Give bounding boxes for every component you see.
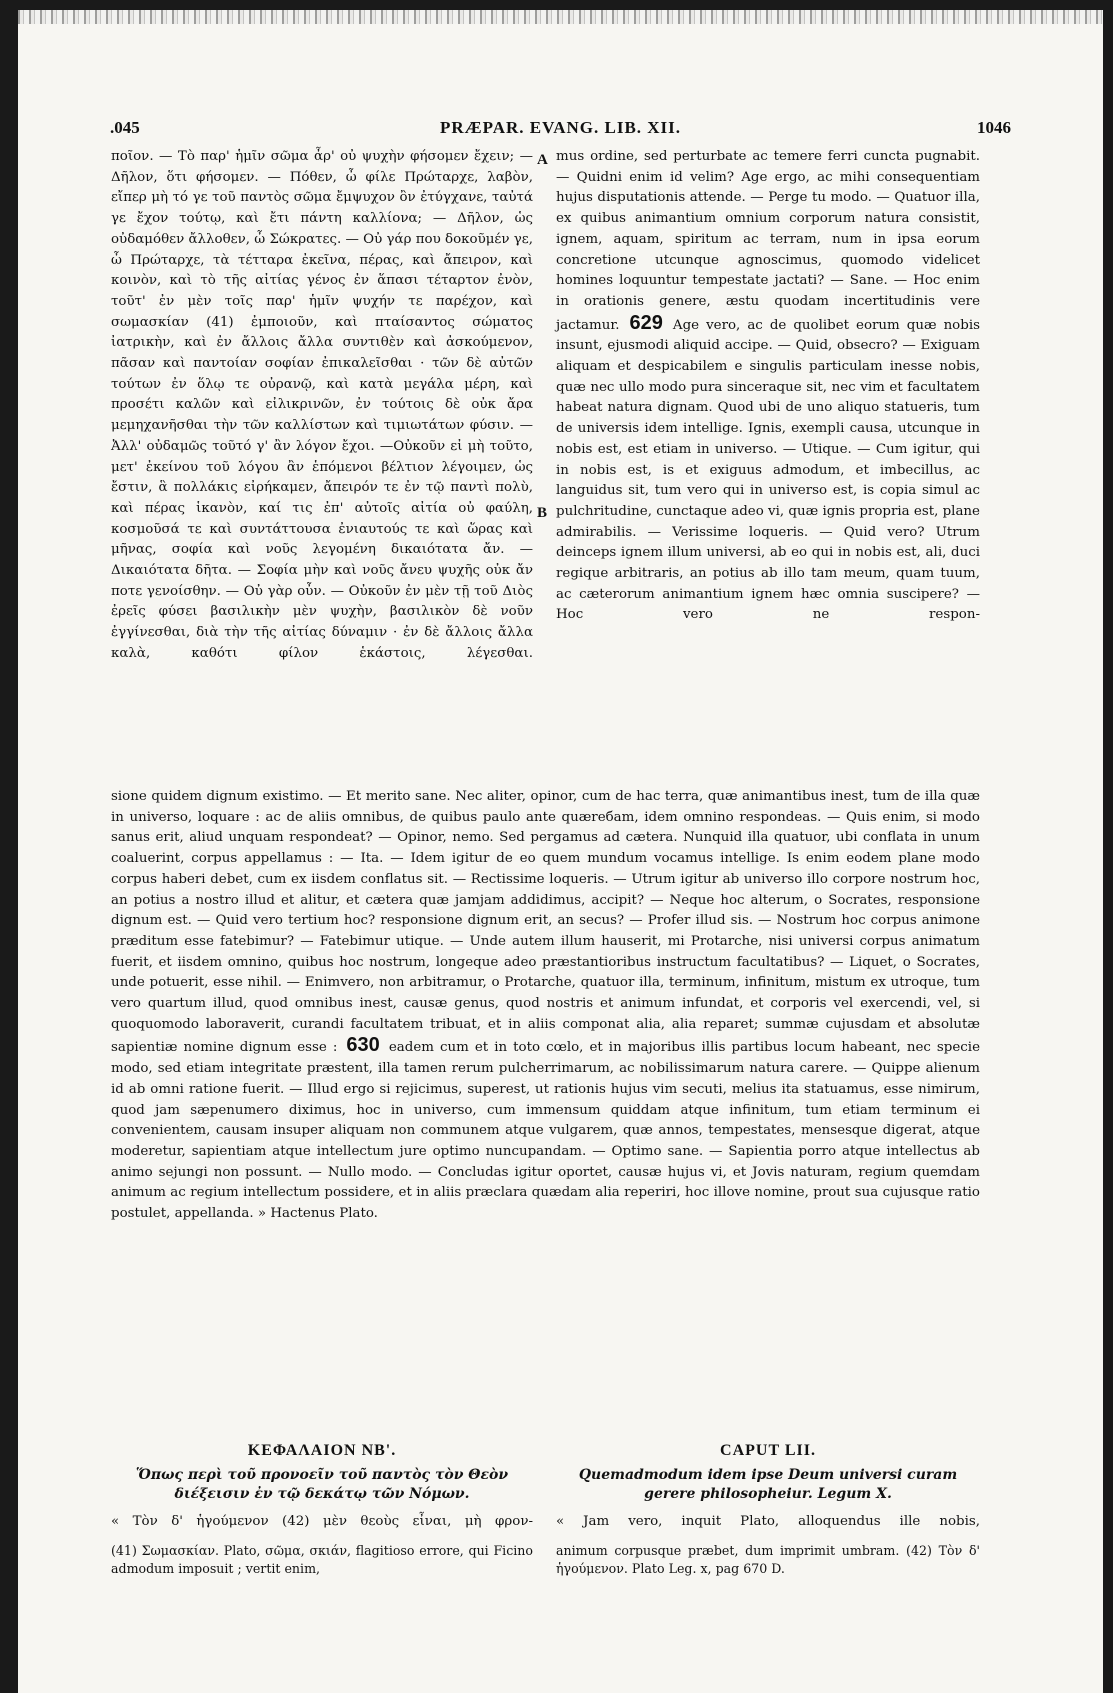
- full-text-part1: sione quidem dignum existimo. — Et merito sane. Nec aliter, opinor, cum de hac terra, quæ animantibus inest, tum de illa quæ in universo, loquare : ac de aliis omnibus, de quibus paulo ante quæreбam, idem omnino respondeas. — Quis enim, si modo sanus erit, aliud unquam respondeat? — Opinor, nemo. Sed pergamus ad cætera. Nunquid illa quatuor, ubi conflata in unum coaluerint, corpus appellamus : — Ita. — Idem igitur de eo quem mundum vocamus intellige. Is enim eodem plane modo corpus haberi debet, cum ex iisdem conflatus sit. — Rectissime loqueris. — Utrum igitur ab universo illo corpore nostrum hoc, an potius a nostro illud et alitur, et cætera quæ jamjam addidimus, accipit? — Neque hoc alterum, o Socrates, responsione dignum est. — Quid vero tertium hoc? responsione dignum erit, an secus? — Profer illud sis. — Nostrum hoc corpus animone præditum esse fatebimur? — Fatebimur utique. — Unde autem illum hauserit, mi Protarche, nisi universi corpus animatum fuerit, et iisdem omnino, quibus hoc nostrum, longeque adeo præstantioribus instructum facultatibus? — Liquet, o Socrates, unde potuerit, esse nihil. — Enimvero, non arbitramur, o Protarche, quatuor illa, terminum, infinitum, mistum ex utroque, tum vero quartum illud, quod omnibus inest, causæ genus, quod nostris et animum infundat, et corporis vel exercendi, vel, si quoquomodo laboraverit, curandi facultatem tribuat, et in aliis componat alia, alia reparet; summæ cujusdam et absolutæ sapientiæ nomine dignum esse :: [111, 789, 980, 1056]
- page-number-629: 629: [629, 311, 663, 334]
- latin-text-part1: mus ordine, sed perturbate ac temere ferri cuncta pugnabit. — Quidni enim id velim? Age ergo, ac mihi consequentiam hujus disputationis attende. — Perge tu modo. — Quatuor illa, ex quibus animantium omnium corporum natura consistit, ignem, aquam, spiritum ac terram, num in ipsa eorum concretione utcunque agnoscimus, quomodo videlicet homines loquuntur tempestate jactati? — Sane. — Hoc enim in orationis genere, æstu quodam incertitudinis vere jactamur.: [556, 149, 980, 333]
- running-header: [110, 118, 1011, 140]
- running-title: PRÆPAR. EVANG. LIB. XII.: [439, 118, 682, 137]
- footnote-42: animum corpusque præbet, dum imprimit umbram. (42) Τὸν δ' ἡγούμενον. Plato Leg. x, pag 670 D.: [556, 1543, 980, 1576]
- latin-chapter-intro: « Jam vero, inquit Plato, alloquendus ille nobis,: [556, 1514, 980, 1529]
- greek-chapter-heading: ΚΕΦΑΛΑΙΟΝ ΝΒ'.: [247, 1442, 397, 1459]
- section-marker-b: B: [537, 505, 548, 521]
- page-number-630: 630: [346, 1034, 380, 1057]
- greek-chapter-subtitle: Ὅπως περὶ τοῦ προνοεῖν τοῦ παντὸς τὸν Θεὸν διέξεισιν ἐν τῷ δεκάτῳ τῶν Νόμων.: [135, 1467, 509, 1502]
- left-page-number: .045: [110, 118, 140, 137]
- scan-edge-noise: [18, 10, 1103, 24]
- latin-text-column: [556, 147, 980, 626]
- full-width-latin-text: [111, 787, 980, 1225]
- full-text-part2: eadem cum et in toto cœlo, et in majoribus illis partibus locum habeant, nec specie modo, sed etiam integritate præstent, illa tamen rerum pulcherrimarum, ac nobilissimarum natura carere. — Quippe alienum id ab omni ratione fuerit. — Illud ergo si rejicimus, superest, ut rationis hujus vim secuti, melius ita statuamus, esse nimirum, quod jam sæpenumero diximus, hoc in universo, cum immensum quiddam atque infinitum, tum etiam terminum ei convenientem, causam insuper aliquam non communem atque vulgarem, quæ annos, tempestates, mensesque digerat, atque moderetur, sapientiam atque intellectum jure optimo nuncupandam. — Optimo sane. — Sapientia porro atque intellectus ab animo sejungi non possunt. — Nullo modo. — Concludas igitur oportet, causæ hujus vi, et Jovis naturam, regium quemdam animum ac regium intellectum possidere, et in aliis præclara quædam alia reperiri, hoc illove nomine, prout sua cujusque ratio postulet, appellanda. » Hactenus Plato.: [111, 1040, 980, 1222]
- greek-text-column: [111, 147, 533, 665]
- greek-paragraph: ποῖον. — Τὸ παρ' ἡμῖν σῶμα ἆρ' οὐ ψυχὴν φήσομεν ἔχειν; — Δῆλον, ὅτι φήσομεν. — Πόθεν, ὦ φίλε Πρώταρχε, λαβὸν, εἴπερ μὴ τό γε τοῦ παντὸς σῶμα ἔμψυχον ὂν ἐτύγχανε, ταὐτά γε ἔχον τούτῳ, καὶ ἔτι πάντη καλλίονα; — Δῆλον, ὡς οὐδαμόθεν ἄλλοθεν, ὦ Σώκρατες. — Οὐ γάρ που δοκοῦμέν γε, ὦ Πρώταρχε, τὰ τέτταρα ἐκεῖνα, πέρας, καὶ ἄπειρον, καὶ κοινὸν, καὶ τὸ τῆς αἰτίας γένος ἐν ἅπασι τέταρτον ἐνὸν, τοῦτ' ἐν μὲν τοῖς παρ' ἡμῖν ψυχήν τε παρέχον, καὶ σωμασκίαν (41) ἐμποιοῦν, καὶ πταίσαντος σώματος ἰατρικὴν, καὶ ἐν ἄλλοις ἄλλα συντιθὲν καὶ ἀσκούμενον, πᾶσαν καὶ παντοίαν σοφίαν ἐπικαλεῖσθαι · τῶν δὲ αὐτῶν τούτων ἐν ὅλῳ τε οὐρανῷ, καὶ κατὰ μεγάλα μέρη, καὶ προσέτι καλῶν καὶ εἰλικρινῶν, ἐν τούτοις δὲ οὐκ ἄρα μεμηχανῆσθαι τὴν τῶν καλλίστων καὶ τιμιωτάτων φύσιν. — Ἀλλ' οὐδαμῶς τοῦτό γ' ἂν λόγον ἔχοι. —Οὐκοῦν εἰ μὴ τοῦτο, μετ' ἐκείνου τοῦ λόγου ἂν ἑπόμενοι βέλτιον λέγοιμεν, ὡς ἔστιν, ἃ πολλάκις εἰρήκαμεν, ἄπειρόν τε ἐν τῷ παντὶ πολὺ, καὶ πέρας ἱκανὸν, καί τις ἐπ' αὐτοῖς αἰτία οὐ φαύλη, κοσμοῦσά τε καὶ συντάττουσα ἐνιαυτούς τε καὶ ὥρας καὶ μῆνας, σοφία καὶ νοῦς λεγομένη δικαιότατα ἄν. — Δικαιότατα δῆτα. — Σοφία μὴν καὶ νοῦς ἄνευ ψυχῆς οὐκ ἄν ποτε γενοίσθην. — Οὐ γὰρ οὖν. — Οὐκοῦν ἐν μὲν τῇ τοῦ Διὸς ἐρεῖς φύσει βασιλικὴν μὲν ψυχὴν, βασιλικὸν δὲ νοῦν ἐγγίνεσθαι, διὰ τὴν τῆς αἰτίας δύναμιν · ἐν δὲ ἄλλοις ἄλλα καλὰ, καθότι φίλον ἑκάστοις, λέγεσθαι.: [111, 149, 533, 661]
- footnote-41: (41) Σωμασκίαν. Plato, σῶμα, σκιάν, flagitioso errore, qui Ficino admodum imposuit ; vertit enim,: [111, 1543, 533, 1576]
- latin-chapter-subtitle: Quemadmodum idem ipse Deum universi curam gerere philosopheiur. Legum X.: [578, 1467, 958, 1502]
- book-page: [18, 10, 1103, 1693]
- latin-chapter-heading: CAPUT LII.: [720, 1442, 816, 1459]
- full-width-paragraph: [111, 787, 980, 1225]
- latin-text-part2: Age vero, ac de quolibet eorum quæ nobis insunt, ejusmodi aliquid accipe. — Quid, obsecro? — Exiguam aliquam et despicabilem e singulis particulam inesse nobis, quæ nec ullo modo pura sinceraque sit, nec vim et facultatem habeat natura dignam. Quod ubi de uno aliquo statueris, tum de universis idem intellige. Ignis, exempli causa, utcunque in nobis est, est etiam in universo. — Utique. — Cum igitur, qui in nobis est, is et exiguus admodum, et imbecillus, ac languidus sit, tum vero qui in universo est, is copia simul ac pulchritudine, cunctaque adeo vi, quæ ignis propria est, plane admirabilis. — Verissime loqueris. — Quid vero? Utrum deinceps ignem illum universi, ab eo qui in nobis est, ali, duci regique arbitraris, an potius ab illo tam meum, quam tuum, ac cæterorum animantium ignem hæc omnia suscipere? — Hoc vero ne respon-: [556, 317, 980, 623]
- latin-paragraph: [556, 147, 980, 626]
- right-page-number: 1046: [977, 118, 1011, 137]
- section-marker-a: A: [537, 152, 548, 168]
- greek-chapter-intro: « Τὸν δ' ἡγούμενον (42) μὲν θεοὺς εἶναι, μὴ φρον-: [111, 1514, 533, 1529]
